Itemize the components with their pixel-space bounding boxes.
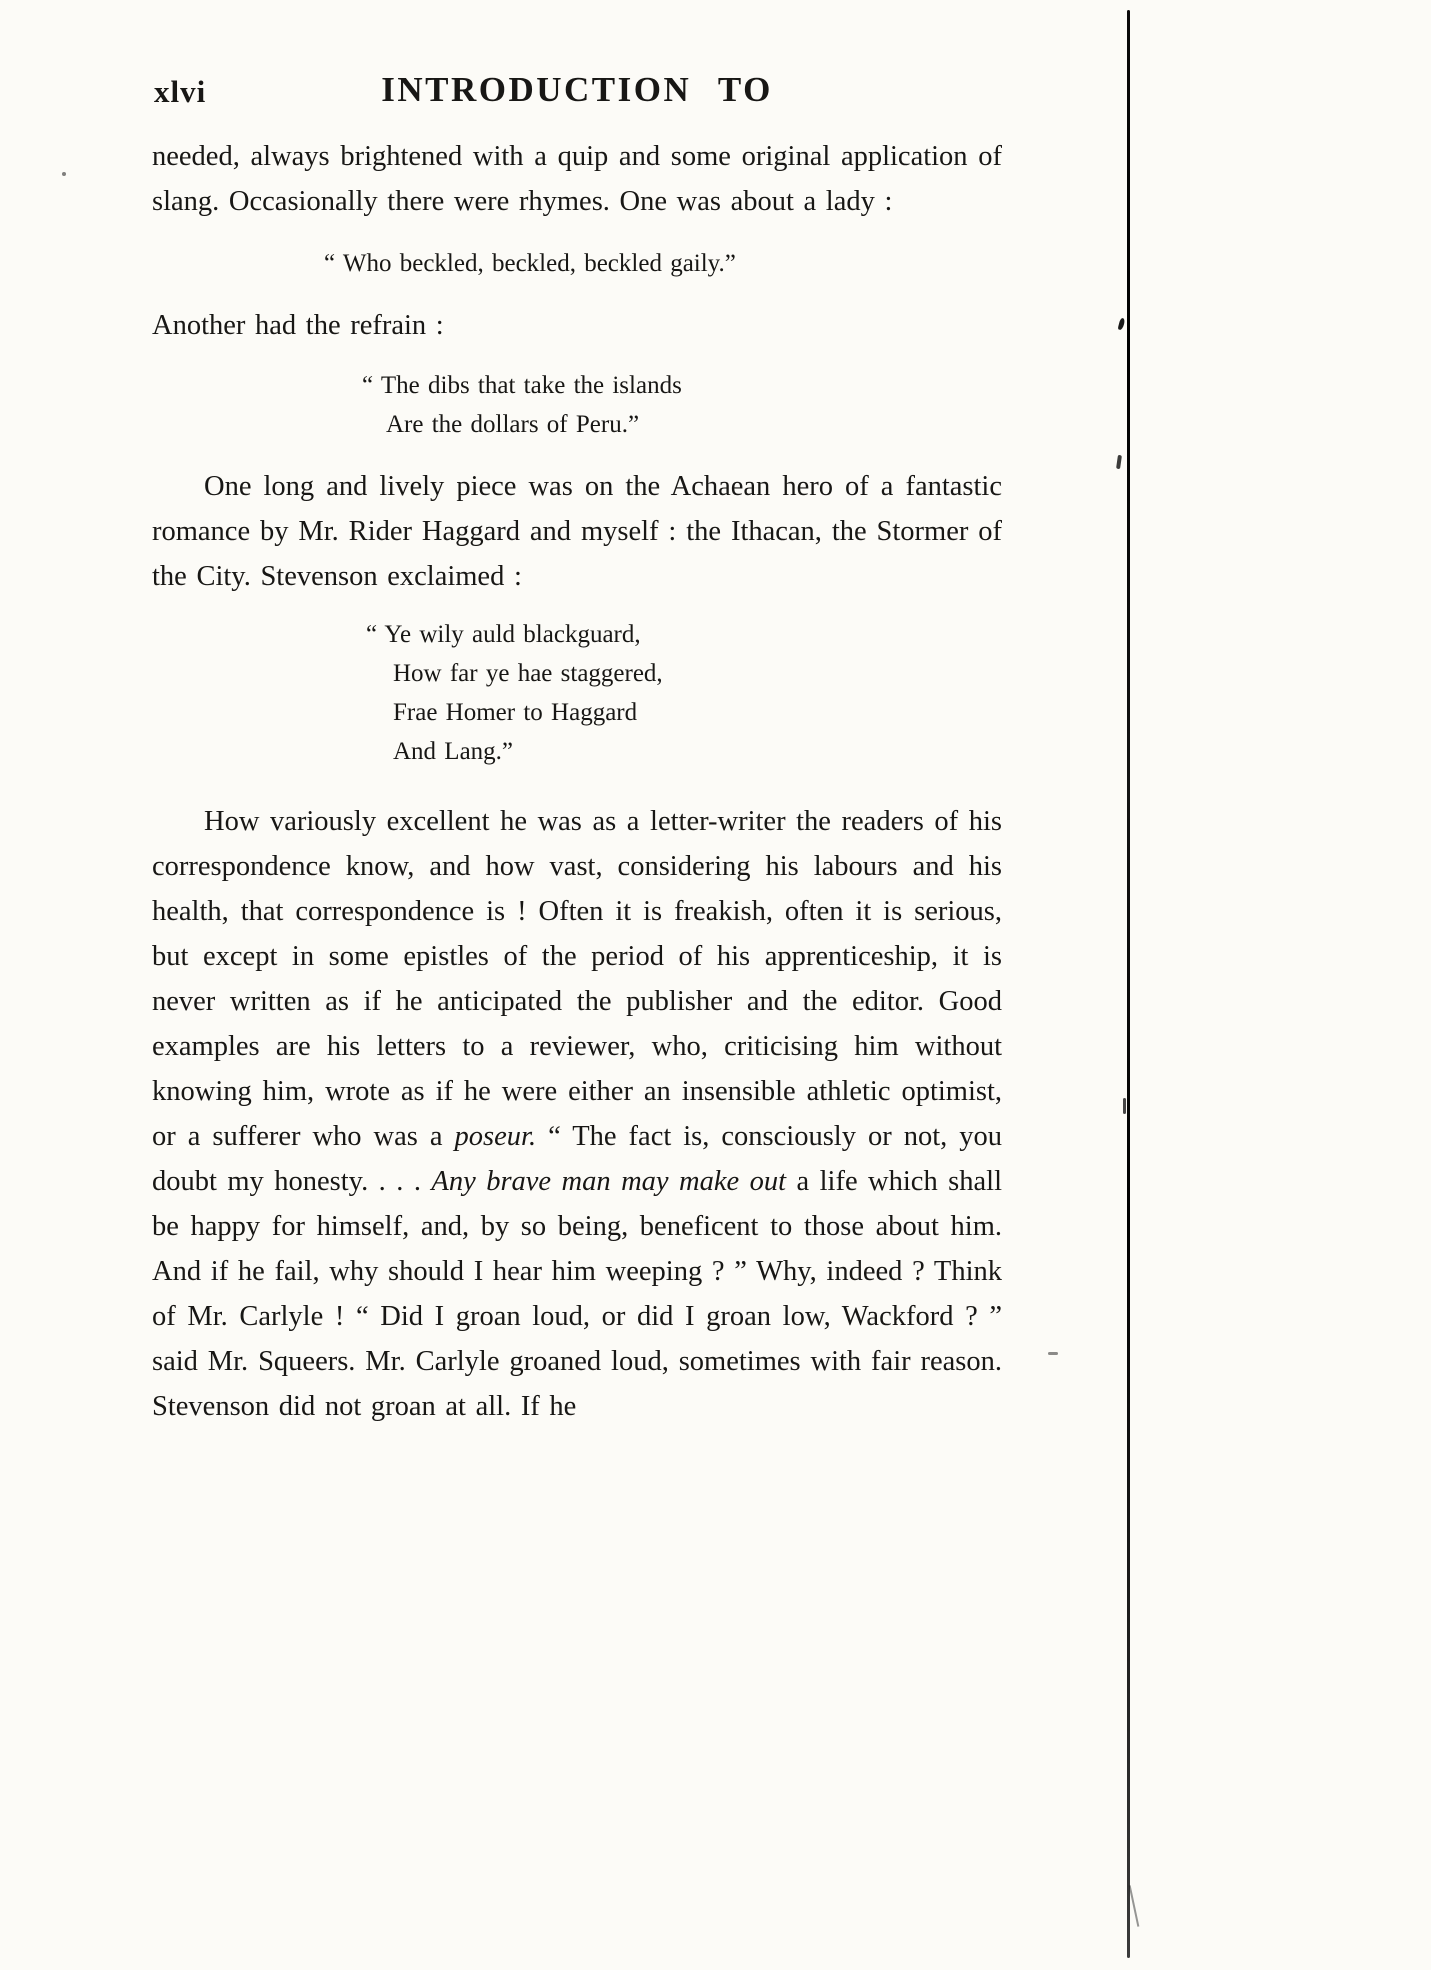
scan-artifact xyxy=(1118,318,1126,331)
paragraph-text: Another had the refrain : xyxy=(152,310,444,341)
text-block xyxy=(152,68,1002,1429)
paragraph-one-long xyxy=(152,464,1002,599)
verse-line: “ Ye wily auld blackguard, xyxy=(366,621,641,648)
paragraph-segment-italic: poseur. xyxy=(454,1121,537,1152)
verse-dibs xyxy=(362,366,1002,444)
scan-artifact xyxy=(62,172,66,176)
verse-line: Frae Homer to Haggard xyxy=(393,699,638,726)
scan-artifact xyxy=(1116,455,1122,469)
verse-beckled xyxy=(324,244,1002,283)
scan-artifact xyxy=(1048,1352,1058,1355)
scan-gutter-line xyxy=(1127,10,1130,1958)
scan-artifact xyxy=(1123,1098,1126,1114)
paragraph-opening xyxy=(152,134,1002,224)
paragraph-segment: How variously excellent he was as a letter-writer the readers of his correspondence know, and how vast, considering his labours and his health, that correspondence is ! Often it is freakish, often it is serious, but except in some epistles of the period of his apprenticeship, it is never written as if he anticipated the publisher and the editor. Good examples are his letters to a reviewer, who, criticising him without knowing him, wrote as if he were either an insensible athletic optimist, or a sufferer who was a xyxy=(152,806,1002,1152)
verse-line: And Lang.” xyxy=(393,738,514,765)
page-header xyxy=(152,68,1002,118)
verse-line: “ Who beckled, beckled, beckled gaily.” xyxy=(324,250,736,277)
paragraph-segment: “ The fact is, consciously or not, you doubt my honesty. . . . xyxy=(152,1121,1002,1197)
verse-ye-wily xyxy=(366,615,1002,771)
paragraph-text: One long and lively piece was on the Achaean hero of a fantastic romance by Mr. Rider Haggard and myself : the Ithacan, the Stormer of the City. Stevenson exclaimed : xyxy=(152,471,1002,592)
paragraph-segment-italic: Any brave man may make out xyxy=(431,1166,787,1197)
paragraph-refrain xyxy=(152,303,1002,348)
verse-line: “ The dibs that take the islands xyxy=(362,372,682,399)
scan-artifact xyxy=(1129,1885,1140,1926)
page-title: INTRODUCTION TO xyxy=(381,70,773,109)
verse-line: How far ye hae staggered, xyxy=(393,660,663,687)
paragraph-segment: a life which shall be happy for himself, and, by so being, beneficent to those about him. And if he fail, why should I hear him weeping ? ” Why, indeed ? Think of Mr. Carlyle ! “ Did I groan loud, or did I groan low, Wackford ? ” said Mr. Squeers. Mr. Carlyle groaned loud, sometimes with fair reason. Stevenson did not groan at all. If he xyxy=(152,1166,1002,1422)
paragraph-letter-writer xyxy=(152,799,1002,1429)
page-number: xlvi xyxy=(154,74,207,109)
verse-line: Are the dollars of Peru.” xyxy=(386,411,640,438)
paragraph-text: needed, always brightened with a quip and some original application of slang. Occasionally there were rhymes. One was about a lady : xyxy=(152,141,1002,217)
